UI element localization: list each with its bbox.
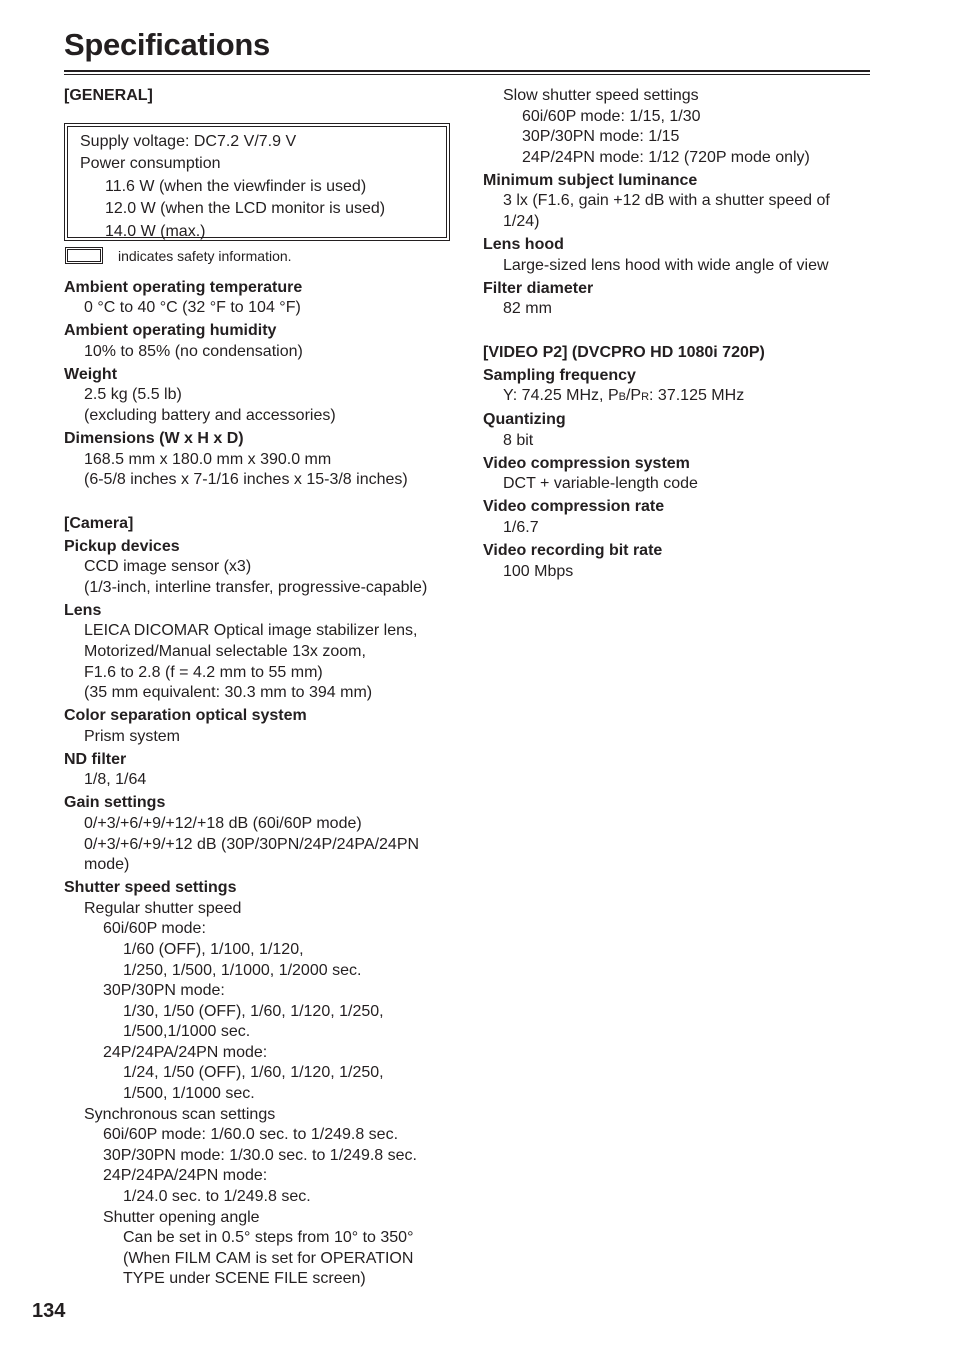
spec-text: 14.0 W (max.) (105, 222, 206, 240)
safety-box-symbol (65, 247, 103, 264)
spec-text: 1/24.0 sec. to 1/249.8 sec. (123, 1188, 311, 1206)
spec-text: DCT + variable-length code (503, 475, 698, 493)
spec-text: 1/250, 1/500, 1/1000, 1/2000 sec. (123, 961, 362, 979)
spec-text: TYPE under SCENE FILE screen) (123, 1270, 366, 1288)
spec-text: 1/500,1/1000 sec. (123, 1023, 251, 1041)
spec-text: 82 mm (503, 300, 552, 318)
spec-text: 3 lx (F1.6, gain +12 dB with a shutter speed of (503, 192, 830, 210)
spec-heading: Filter diameter (483, 279, 594, 297)
spec-heading: Quantizing (483, 411, 566, 429)
safety-info-box (64, 123, 450, 241)
spec-text: 0/+3/+6/+9/+12/+18 dB (60i/60P mode) (84, 814, 362, 832)
spec-text: 8 bit (503, 431, 534, 449)
spec-heading: Minimum subject luminance (483, 171, 698, 189)
legend-text: indicates safety information. (118, 247, 292, 264)
spec-heading: Ambient operating temperature (64, 278, 303, 296)
spec-text: 11.6 W (when the viewfinder is used) (105, 177, 367, 195)
spec-heading: Sampling frequency (483, 366, 636, 384)
title-rule-thin (64, 74, 870, 75)
spec-text: Large-sized lens hood with wide angle of view (503, 256, 829, 274)
spec-heading: Lens hood (483, 235, 564, 253)
spec-text: 2.5 kg (5.5 lb) (84, 386, 182, 404)
spec-text: Prism system (84, 727, 180, 745)
spec-text: 1/8, 1/64 (84, 771, 147, 789)
spec-text: Slow shutter speed settings (503, 87, 699, 104)
spec-text: 12.0 W (when the LCD monitor is used) (105, 200, 386, 218)
spec-text: Motorized/Manual selectable 13x zoom, (84, 643, 366, 661)
spec-heading: Video recording bit rate (483, 541, 663, 559)
spec-text-sampling: Y: 74.25 MHz, PB/PR: 37.125 MHz (503, 387, 745, 405)
spec-text: CCD image sensor (x3) (84, 558, 252, 576)
spec-text: Synchronous scan settings (84, 1105, 276, 1123)
spec-text: Shutter opening angle (103, 1208, 260, 1226)
spec-heading: Shutter speed settings (64, 879, 237, 897)
spec-text: 0/+3/+6/+9/+12 dB (30P/30PN/24P/24PA/24PN (84, 835, 420, 853)
spec-text: (When FILM CAM is set for OPERATION (123, 1249, 414, 1267)
spec-text: 168.5 mm x 180.0 mm x 390.0 mm (84, 450, 332, 468)
spec-text: 24P/24PN mode: 1/12 (720P mode only) (522, 148, 810, 166)
spec-heading: Gain settings (64, 794, 166, 812)
spec-heading: Video compression rate (483, 498, 665, 516)
spec-text: 1/24, 1/50 (OFF), 1/60, 1/120, 1/250, (123, 1064, 384, 1082)
section-heading-general: [GENERAL] (64, 87, 153, 104)
spec-text: (35 mm equivalent: 30.3 mm to 394 mm) (84, 684, 373, 702)
title-rule-thick (64, 70, 870, 72)
spec-text: 1/60 (OFF), 1/100, 1/120, (123, 940, 304, 958)
spec-heading: ND filter (64, 750, 127, 768)
section-heading-video-p2: [VIDEO P2] (DVCPRO HD 1080i 720P) (483, 343, 765, 361)
spec-text: 100 Mbps (503, 562, 574, 580)
spec-text: 1/6.7 (503, 519, 539, 536)
safety-legend (64, 245, 464, 270)
spec-text: 1/24) (503, 212, 540, 230)
spec-text: (1/3-inch, interline transfer, progressive-capable) (84, 578, 428, 596)
spec-text: 60i/60P mode: 1/15, 1/30 (522, 107, 701, 125)
spec-text: Regular shutter speed (84, 899, 242, 917)
left-column (64, 86, 464, 1290)
spec-heading: Color separation optical system (64, 707, 307, 725)
spec-heading: Lens (64, 601, 102, 619)
spec-text: 0 °C to 40 °C (32 °F to 104 °F) (84, 299, 301, 317)
spec-text: 10% to 85% (no condensation) (84, 342, 303, 360)
section-heading-camera: [Camera] (64, 514, 134, 532)
spec-text: 30P/30PN mode: (103, 982, 225, 1000)
spec-text: mode) (84, 856, 130, 874)
spec-heading: Dimensions (W x H x D) (64, 429, 244, 447)
spec-text: 60i/60P mode: (103, 920, 206, 938)
spec-text: 1/30, 1/50 (OFF), 1/60, 1/120, 1/250, (123, 1002, 384, 1020)
right-column (483, 86, 883, 582)
spec-text: Can be set in 0.5° steps from 10° to 350° (123, 1229, 414, 1247)
spec-text: LEICA DICOMAR Optical image stabilizer lens, (84, 622, 418, 640)
spec-heading: Pickup devices (64, 537, 180, 555)
spec-heading: Video compression system (483, 454, 690, 472)
spec-text: Supply voltage: DC7.2 V/7.9 V (80, 132, 297, 150)
spec-text: (excluding battery and accessories) (84, 406, 336, 424)
spec-text: 30P/30PN mode: 1/30.0 sec. to 1/249.8 sec. (103, 1146, 417, 1164)
page-number: 134 (32, 1300, 66, 1322)
spec-heading: Ambient operating humidity (64, 322, 277, 340)
spec-heading: Weight (64, 365, 118, 383)
spec-text: 24P/24PA/24PN mode: (103, 1167, 268, 1185)
spec-text: (6-5/8 inches x 7-1/16 inches x 15-3/8 inches) (84, 471, 408, 489)
spec-text: F1.6 to 2.8 (f = 4.2 mm to 55 mm) (84, 663, 323, 681)
spec-text: Power consumption (80, 155, 221, 173)
spec-text: 24P/24PA/24PN mode: (103, 1043, 268, 1061)
spec-text: 60i/60P mode: 1/60.0 sec. to 1/249.8 sec. (103, 1126, 399, 1144)
spec-text: 30P/30PN mode: 1/15 (522, 128, 680, 146)
spec-text: 1/500, 1/1000 sec. (123, 1085, 255, 1103)
page-title: Specifications (64, 27, 270, 62)
